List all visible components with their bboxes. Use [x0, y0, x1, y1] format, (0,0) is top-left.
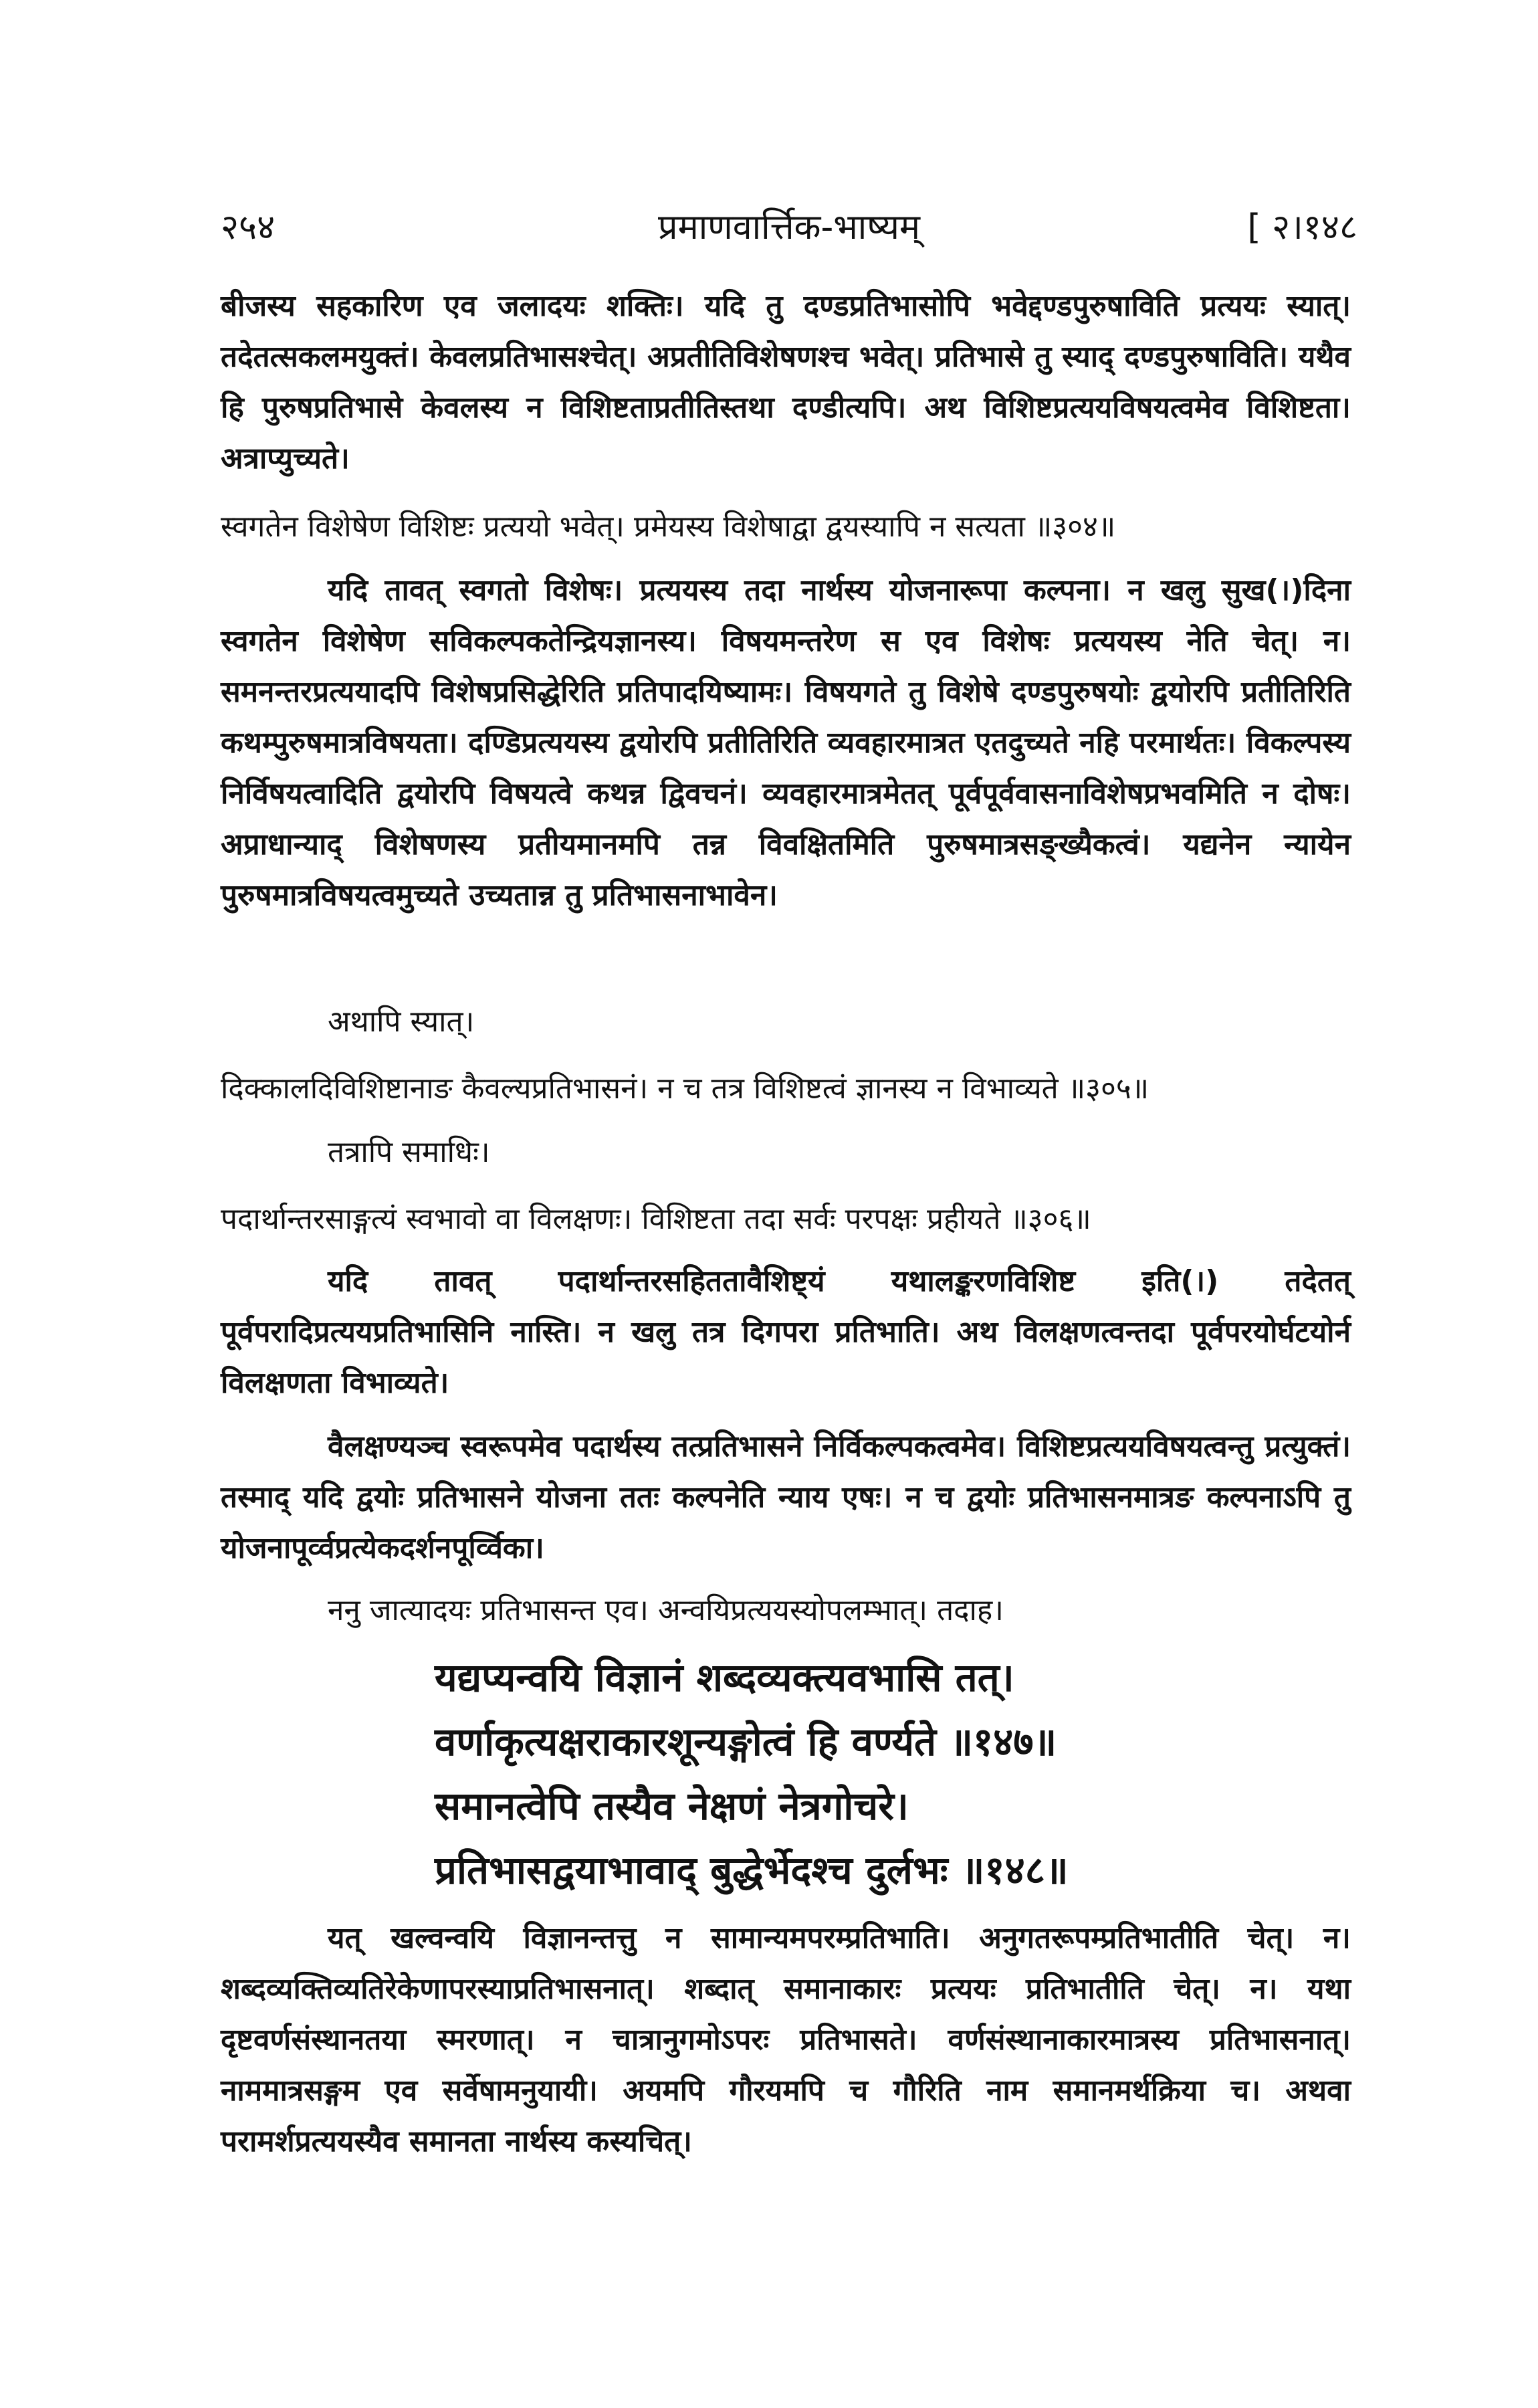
- paragraph-3: यदि तावत् पदार्थान्तरसहिततावैशिष्ट्यं यथालङ्करणविशिष्ट इति(।) तदेतत् पूर्वपरादिप्रत्ययप्रतिभासिनि नास्ति। न खलु तत्र दिगपरा प्रतिभाति। अथ विलक्षणत्वन्तदा पूर्वपरयोर्घटयोर्न विलक्षणता विभाव्यते।: [221, 1264, 1351, 1400]
- karika-line-2: वर्णाकृत्यक्षराकारशून्यङ्गोत्वं हि वर्ण्यते ॥१४७॥: [435, 1719, 1057, 1765]
- page-number: २५४: [221, 207, 276, 247]
- paragraph-1: बीजस्य सहकारिण एव जलादयः शक्तिः। यदि तु दण्डप्रतिभासोपि भवेद्दण्डपुरुषाविति प्रत्ययः स्यात्। तदेतत्सकलमयुक्तं। केवलप्रतिभासश्चेत्। अप्रतीतिविशेषणश्च भवेत्। प्रतिभासे तु स्याद् दण्डपुरुषाविति। यथैव हि पुरुषप्रतिभासे केवलस्य न विशिष्टताप्रतीतिस्तथा दण्डीत्यपि। अथ विशिष्टप्रत्ययविषयत्वमेव विशिष्टता। अत्राप्युच्यते।: [221, 289, 1351, 476]
- verse-304: स्वगतेन विशेषेण विशिष्टः प्रत्ययो भवेत्। प्रमेयस्य विशेषाद्वा द्वयस्यापि न सत्यता ॥३०४॥: [221, 510, 1116, 544]
- book-title: प्रमाणवार्त्तिक-भाष्यम्: [658, 207, 920, 247]
- karika-line-1: यद्यप्यन्वयि विज्ञानं शब्दव्यक्त्यवभासि तत्।: [435, 1655, 1014, 1700]
- paragraph-2: यदि तावत् स्वगतो विशेषः। प्रत्ययस्य तदा नार्थस्य योजनारूपा कल्पना। न खलु सुख(।)दिना स्वगतेन विशेषेण सविकल्पकतेन्द्रियज्ञानस्य। विषयमन्तरेण स एव विशेषः प्रत्ययस्य नेति चेत्। न। समनन्तरप्रत्ययादपि विशेषप्रसिद्धेरिति प्रतिपादयिष्यामः। विषयगते तु विशेषे दण्डपुरुषयोः द्वयोरपि प्रतीतिरिति कथम्पुरुषमात्रविषयता। दण्डिप्रत्ययस्य द्वयोरपि प्रतीतिरिति व्यवहारमात्रत एतदुच्यते नहि परमार्थतः। विकल्पस्य निर्विषयत्वादिति द्वयोरपि विषयत्वे कथन्न द्विवचनं। व्यवहारमात्रमेतत् पूर्वपूर्ववासनाविशेषप्रभवमिति न दोषः। अप्राधान्याद् विशेषणस्य प्रतीयमानमपि तन्न विवक्षितमिति पुरुषमात्रसङ्ख्यैकत्वं। यद्यनेन न्यायेन पुरुषमात्रविषयत्वमुच्यते उच्यतान्न तु प्रतिभासनाभावेन।: [221, 573, 1351, 912]
- verse-306: पदार्थान्तरसाङ्गत्यं स्वभावो वा विलक्षणः। विशिष्टता तदा सर्वः परपक्षः प्रहीयते ॥३०६॥: [221, 1202, 1091, 1236]
- karika-line-3: समानत्वेपि तस्यैव नेक्षणं नेत्रगोचरे।: [435, 1783, 909, 1829]
- verse-305: दिक्कालदिविशिष्टानाङ कैवल्यप्रतिभासनं। न च तत्र विशिष्टत्वं ज्ञानस्य न विभाव्यते ॥३०५॥: [221, 1072, 1149, 1106]
- paragraph-5: ननु जात्यादयः प्रतिभासन्त एव। अन्वयिप्रत्ययस्योपलम्भात्। तदाह।: [328, 1593, 1004, 1627]
- running-header: [221, 201, 1357, 254]
- tatrapi-line: तत्रापि समाधिः।: [328, 1135, 490, 1169]
- karika-line-4: प्रतिभासद्वयाभावाद् बुद्धेर्भेदश्च दुर्लभः ॥१४८॥: [435, 1847, 1069, 1893]
- athapi-line: अथापि स्यात्।: [328, 1005, 475, 1039]
- section-reference: [ २।१४८: [1247, 207, 1357, 247]
- paragraph-4: वैलक्षण्यञ्च स्वरूपमेव पदार्थस्य तत्प्रतिभासने निर्विकल्पकत्वमेव। विशिष्टप्रत्ययविषयत्वन्तु प्रत्युक्तं। तस्माद् यदि द्वयोः प्रतिभासने योजना ततः कल्पनेति न्याय एषः। न च द्वयोः प्रतिभासनमात्रङ कल्पनाऽपि तु योजनापूर्व्वप्रत्येकदर्शनपूर्व्विका।: [221, 1429, 1351, 1565]
- paragraph-6: यत् खल्वन्वयि विज्ञानन्तत्तु न सामान्यमपरम्प्रतिभाति। अनुगतरूपम्प्रतिभातीति चेत्। न। शब्दव्यक्तिव्यतिरेकेणापरस्याप्रतिभासनात्। शब्दात् समानाकारः प्रत्ययः प्रतिभातीति चेत्। न। यथा दृष्टवर्णसंस्थानतया स्मरणात्। न चात्रानुगमोऽपरः प्रतिभासते। वर्णसंस्थानाकारमात्रस्य प्रतिभासनात्। नाममात्रसङ्गम एव सर्वेषामनुयायी। अयमपि गौरयमपि च गौरिति नाम समानमर्थक्रिया च। अथवा परामर्शप्रत्ययस्यैव समानता नार्थस्य कस्यचित्।: [221, 1921, 1351, 2159]
